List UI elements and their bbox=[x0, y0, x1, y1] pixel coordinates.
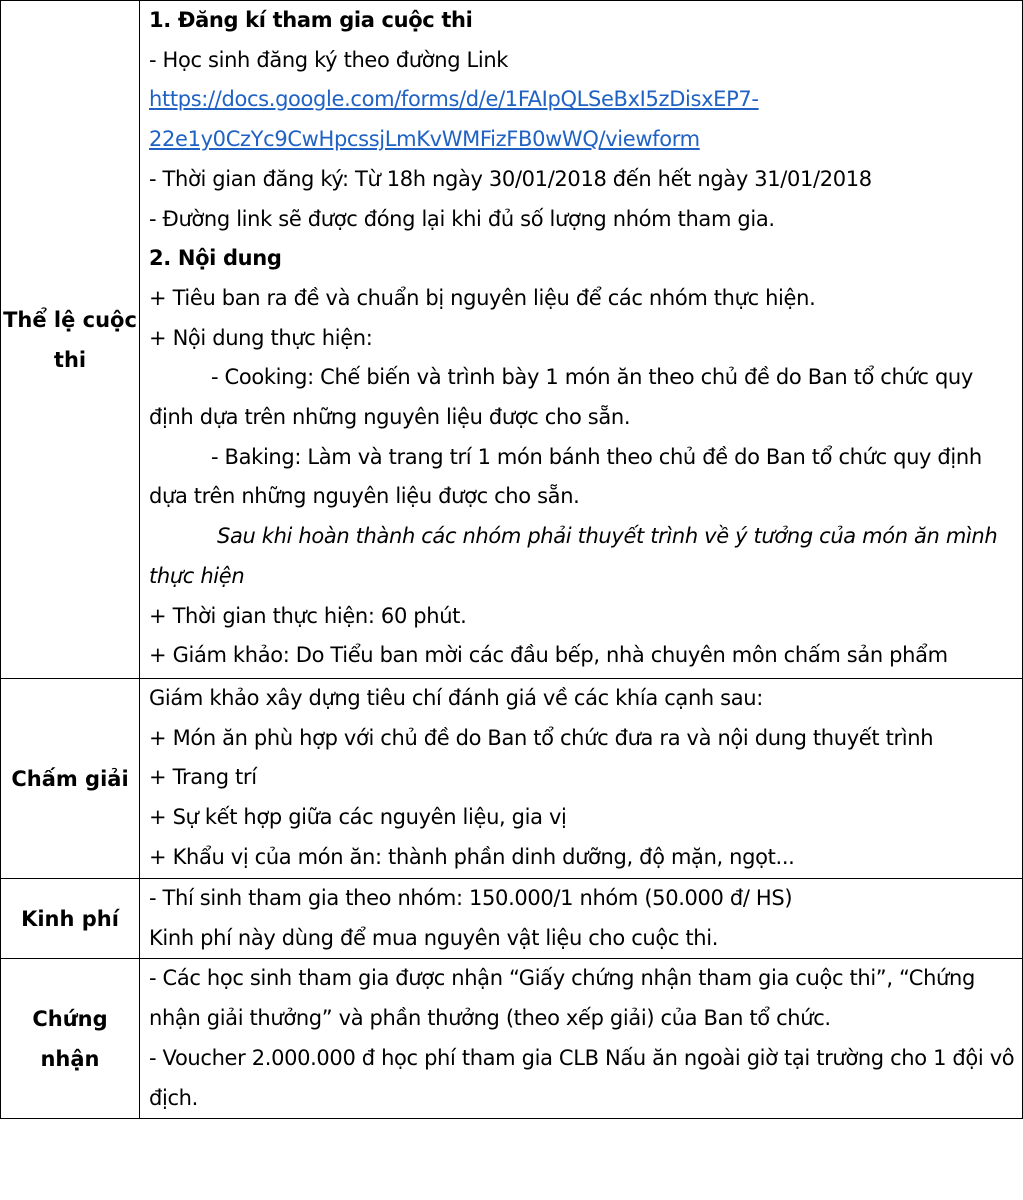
judging-line: Giám khảo xây dựng tiêu chí đánh giá về các khía cạnh sau: bbox=[149, 686, 763, 710]
row-label-contest-rules: Thể lệ cuộc thi bbox=[1, 1, 140, 679]
section-number: 1 bbox=[149, 8, 164, 32]
section-registration-heading bbox=[149, 1, 1022, 41]
judging-line: + Khẩu vị của món ăn: thành phần dinh dưỡng, độ mặn, ngọt... bbox=[149, 844, 795, 869]
content-item: + Nội dung thực hiện: bbox=[149, 325, 373, 350]
table-row bbox=[1, 679, 1023, 879]
baking-description bbox=[149, 438, 1022, 517]
row-content-contest-rules bbox=[140, 1, 1023, 679]
duration: + Thời gian thực hiện: 60 phút. bbox=[149, 603, 467, 628]
certificate-line: - Các học sinh tham gia được nhận “Giấy chứng nhận tham gia cuộc thi”, “Chứng nhận giải thưởng” và phần thưởng (theo xếp giải) của Ban tổ chức. bbox=[149, 966, 975, 1031]
certificate-line: - Voucher 2.000.000 đ học phí tham gia CLB Nấu ăn ngoài giờ tại trường cho 1 đội vô địch. bbox=[149, 1045, 1015, 1110]
judging-line: + Sự kết hợp giữa các nguyên liệu, gia vị bbox=[149, 805, 567, 830]
judges: + Giám khảo: Do Tiểu ban mời các đầu bếp, nhà chuyên môn chấm sản phẩm bbox=[149, 643, 948, 668]
fee-line: - Thí sinh tham gia theo nhóm: 150.000/1 nhóm (50.000 đ/ HS) bbox=[149, 886, 793, 910]
row-label-fee: Kinh phí bbox=[1, 879, 140, 959]
fee-line: Kinh phí này dùng để mua nguyên vật liệu cho cuộc thi. bbox=[149, 925, 719, 950]
cooking-text: - Cooking: Chế biến và trình bày 1 món ăn theo chủ đề do Ban tổ chức quy định dựa trên những nguyên liệu được cho sẵn. bbox=[149, 365, 973, 430]
judging-line: + Trang trí bbox=[149, 765, 257, 790]
registration-time: - Thời gian đăng ký: Từ 18h ngày 30/01/2018 đến hết ngày 31/01/2018 bbox=[149, 166, 872, 191]
cooking-description bbox=[149, 358, 1022, 437]
table-row bbox=[1, 1, 1023, 679]
row-content-judging bbox=[140, 679, 1023, 879]
presentation-note-text: Sau khi hoàn thành các nhóm phải thuyết trình về ý tưởng của món ăn mình thực hiện bbox=[149, 524, 998, 588]
baking-text: - Baking: Làm và trang trí 1 món bánh theo chủ đề do Ban tổ chức quy định dựa trên những nguyên liệu được cho sẵn. bbox=[149, 444, 982, 509]
row-content-certificate bbox=[140, 959, 1023, 1119]
registration-form-link[interactable]: https://docs.google.com/forms/d/e/1FAIpQLSeBxI5zDisxEP7- bbox=[149, 87, 759, 112]
registration-link-line-2 bbox=[149, 120, 1022, 160]
row-label-certificate: Chứng nhận bbox=[1, 959, 140, 1119]
table-row bbox=[1, 959, 1023, 1119]
registration-form-link-continued[interactable]: 22e1y0CzYc9CwHpcssjLmKvWMFizFB0wWQ/viewform bbox=[149, 127, 700, 152]
registration-intro: - Học sinh đăng ký theo đường Link bbox=[149, 47, 509, 72]
row-content-fee bbox=[140, 879, 1023, 959]
content-item: + Tiêu ban ra đề và chuẩn bị nguyên liệu để các nhóm thực hiện. bbox=[149, 285, 816, 310]
presentation-note bbox=[149, 517, 1022, 596]
row-label-judging: Chấm giải bbox=[1, 679, 140, 879]
table-row bbox=[1, 879, 1023, 959]
section-title: . Đăng kí tham gia cuộc thi bbox=[163, 8, 473, 32]
section-content-heading: 2. Nội dung bbox=[149, 246, 282, 271]
registration-close-note: - Đường link sẽ được đóng lại khi đủ số lượng nhóm tham gia. bbox=[149, 206, 775, 231]
judging-line: + Món ăn phù hợp với chủ đề do Ban tổ chức đưa ra và nội dung thuyết trình bbox=[149, 725, 934, 750]
registration-link-line-1 bbox=[149, 80, 1022, 120]
